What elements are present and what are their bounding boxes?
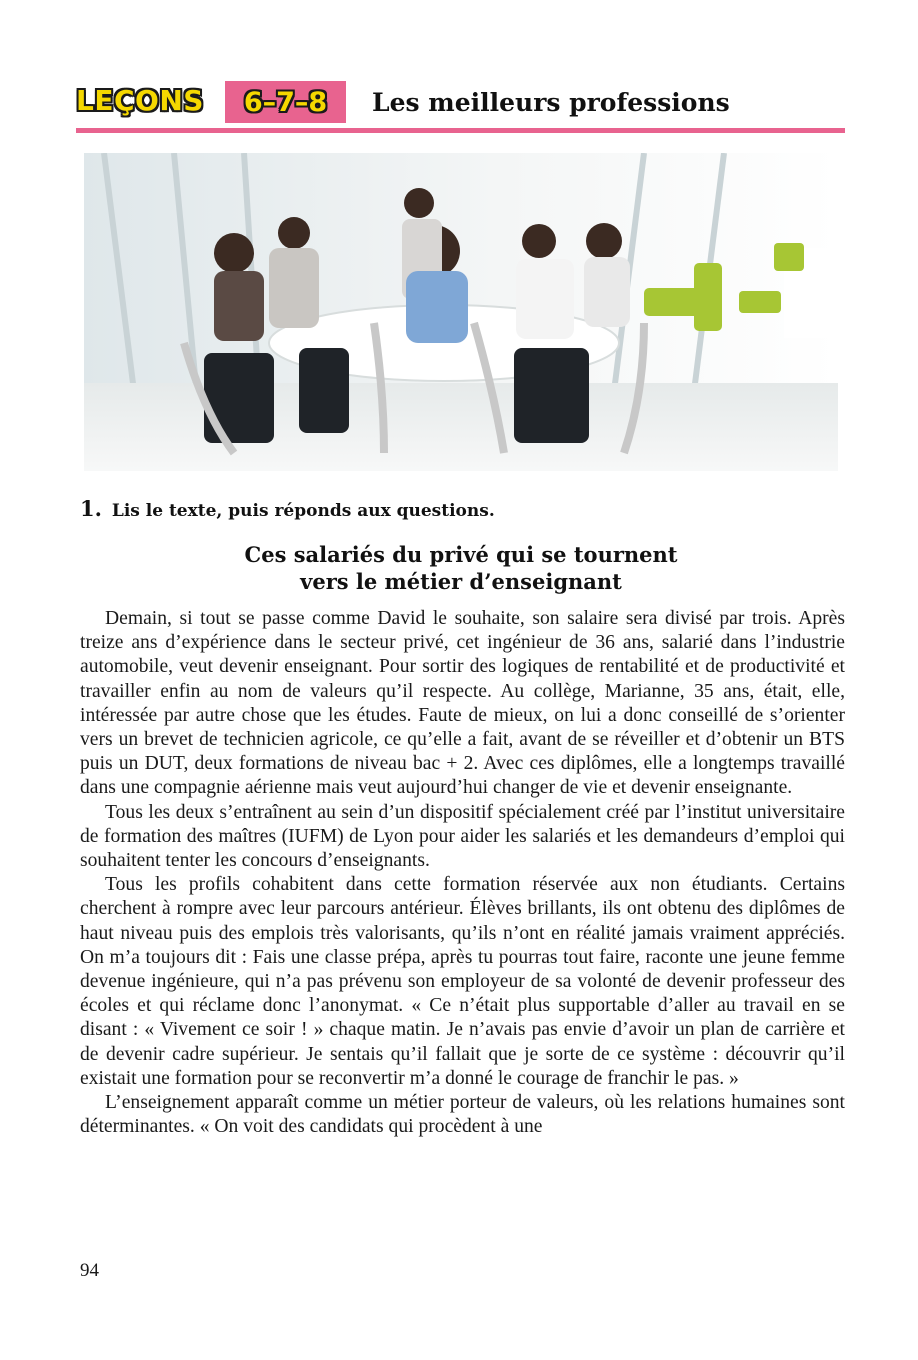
lesson-numbers: 6–7–8 xyxy=(243,86,328,118)
page-number: 94 xyxy=(80,1260,99,1281)
article-body xyxy=(80,607,845,1139)
article-title-line-1: Ces salariés du privé qui se tournent xyxy=(244,542,678,567)
lessons-label: LEÇONS xyxy=(76,84,204,117)
article-title-line-2: vers le métier d’enseignant xyxy=(300,569,622,594)
paragraph: Demain, si tout se passe comme David le souhaite, son salaire sera divisé par trois. Après treize ans d’expérience dans le secteur privé, cet ingénieur de 36 ans, salarié dans l’industrie automobile, veut devenir enseignant. Pour sortir des logiques de rentabilité et de productivité et travailler enfin au nom de valeurs qu’il respecte. Au collège, Marianne, 35 ans, était, elle, intéressée par autre chose que les études. Faute de mieux, on lui a donc conseillé de s’orienter vers un brevet de technicien agricole, ce qu’elle a fait, avant de se réveiller et d’obtenir un BTS puis un DUT, deux formations de niveau bac + 2. Avec ces diplômes, elle a longtemps travaillé dans une compagnie aérienne mais veut aujourd’hui changer de vie et devenir enseignante. xyxy=(80,608,845,799)
paragraph: Tous les profils cohabitent dans cette formation réservée aux non étudiants. Certains cherchent à rompre avec leur parcours antérieur. Élèves brillants, ils ont obtenu des diplômes de haut niveau puis des emplois très valorisants, qu’ils n’ont en réalité jamais vraiment appréciés. On m’a toujours dit : Fais une classe prépa, après tu pourras tout faire, raconte une jeune femme devenue ingénieure, qui n’a pas prévenu son employeur de sa volonté de devenir professeur des écoles et qui réclame donc l’anonymat. « Ce n’était plus supportable d’aller au travail en se disant : « Vivement ce soir ! » chaque matin. Je n’avais pas envie d’avoir un plan de carrière et de devenir cadre supérieur. Je sentais qu’il fallait que je sorte de ce système : découvrir qu’il existait une formation pour se reconvertir m’a donné le courage de franchir le pas. » xyxy=(80,874,845,1089)
header-rule xyxy=(76,128,845,133)
lesson-title: Les meilleurs professions xyxy=(372,88,730,117)
exercise-text: Lis le texte, puis réponds aux questions. xyxy=(111,501,495,521)
lesson-number-badge xyxy=(225,81,346,123)
office-meeting-photo xyxy=(84,153,838,471)
article-title xyxy=(84,541,838,595)
paragraph: L’enseignement apparaît comme un métier porteur de valeurs, où les relations humaines sont déterminantes. « On voit des candidats qui procèdent à une xyxy=(80,1092,845,1138)
lesson-header xyxy=(76,78,845,136)
paragraph: Tous les deux s’entraînent au sein d’un dispositif spécialement créé par l’institut universitaire de formation des maîtres (IUFM) de Lyon pour aider les salariés et les demandeurs d’emploi qui souhaitent tenter les concours d’enseignants. xyxy=(80,801,845,872)
exercise-number: 1. xyxy=(80,496,102,521)
exercise-instruction xyxy=(80,496,495,521)
